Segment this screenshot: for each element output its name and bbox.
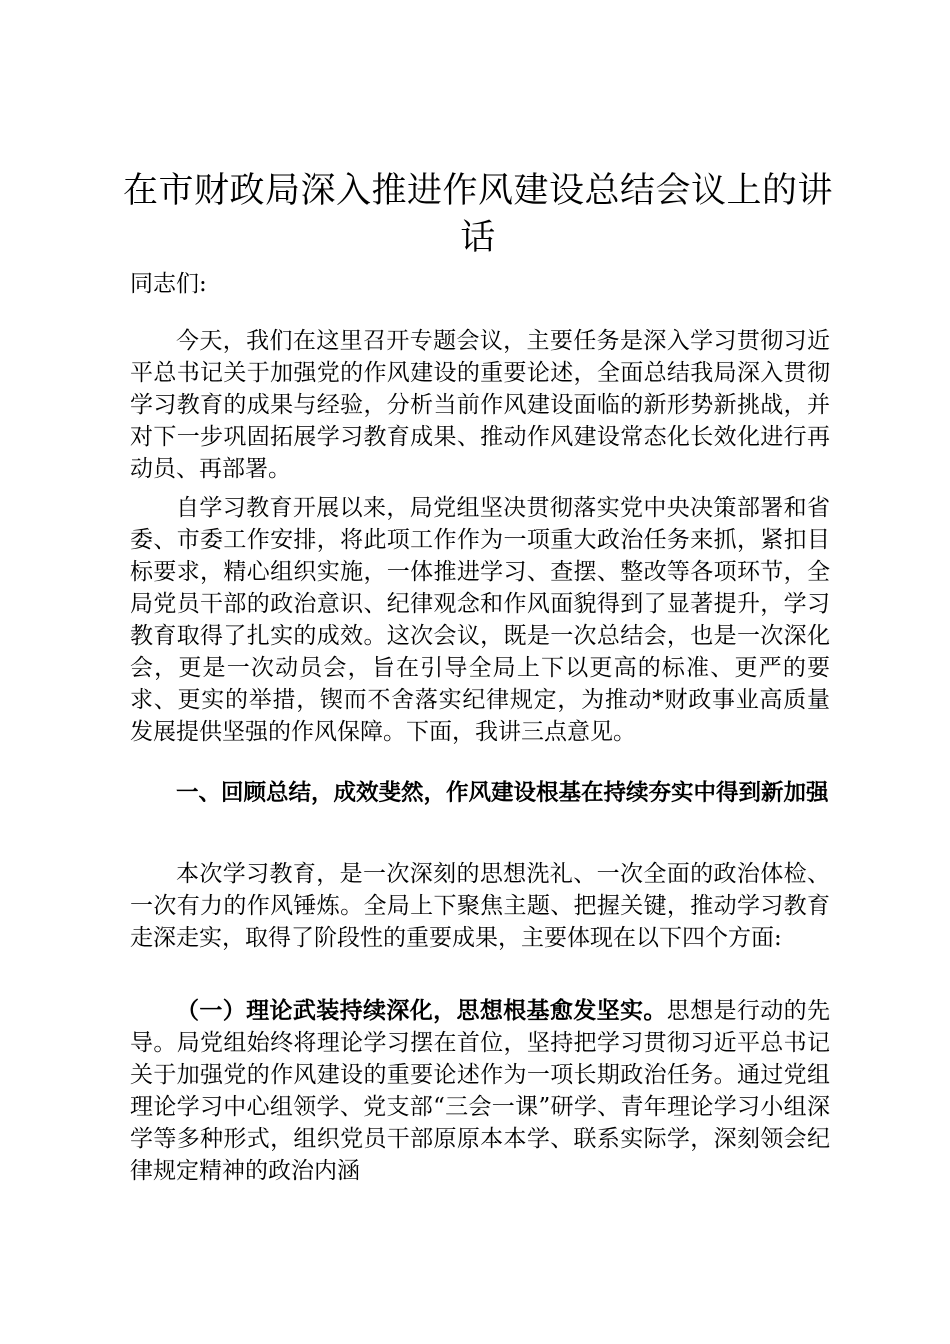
subsection-1-heading: （一）理论武装持续深化，思想根基愈发坚实。 — [176, 998, 667, 1024]
paragraph-background: 自学习教育开展以来，局党组坚决贯彻落实党中央决策部署和省委、市委工作安排，将此项工作作为一项重大政治任务来抓，紧扣目标要求，精心组织实施，一体推进学习、查摆、整改等各项环节，全局党员干部的政治意识、纪律观念和作风面貌得到了显著提升，学习教育取得了扎实的成效。这次会议，既是一次总结会，也是一次深化会，更是一次动员会，旨在引导全局上下以更高的标准、更严的要求、更实的举措，锲而不舍落实纪律规定，为推动*财政事业高质量发展提供坚强的作风保障。下面，我讲三点意见。 — [130, 495, 830, 745]
paragraph-section-1-intro: 本次学习教育，是一次深刻的思想洗礼、一次全面的政治体检、一次有力的作风锤炼。全局上下聚焦主题、把握关键，推动学习教育走深走实，取得了阶段性的重要成果，主要体现在以下四个方面: — [130, 861, 830, 951]
salutation: 同志们: — [130, 271, 207, 297]
section-heading-1: 一、回顾总结，成效斐然，作风建设根基在持续夯实中得到新加强 — [176, 780, 829, 806]
document-title: 在市财政局深入推进作风建设总结会议上的讲话 — [122, 171, 833, 258]
subsection-1-body: 思想是行动的先导。局党组始终将理论学习摆在首位，坚持把学习贯彻习近平总书记关于加强党的作风建设的重要论述作为一项长期政治任务。通过党组理论学习中心组领学、党支部“三会一课”研学、青年理论学习小组深学等多种形式，组织党员干部原原本本学、联系实际学，深刻领会纪律规定精神的政治内涵 — [130, 998, 831, 1184]
paragraph-intro: 今天，我们在这里召开专题会议，主要任务是深入学习贯彻习近平总书记关于加强党的作风建设的重要论述，全面总结我局深入贯彻学习教育的成果与经验，分析当前作风建设面临的新形势新挑战，并对下一步巩固拓展学习教育成果、推动作风建设常态化长效化进行再动员、再部署。 — [130, 328, 830, 482]
paragraph-subsection-1 — [130, 995, 830, 1187]
